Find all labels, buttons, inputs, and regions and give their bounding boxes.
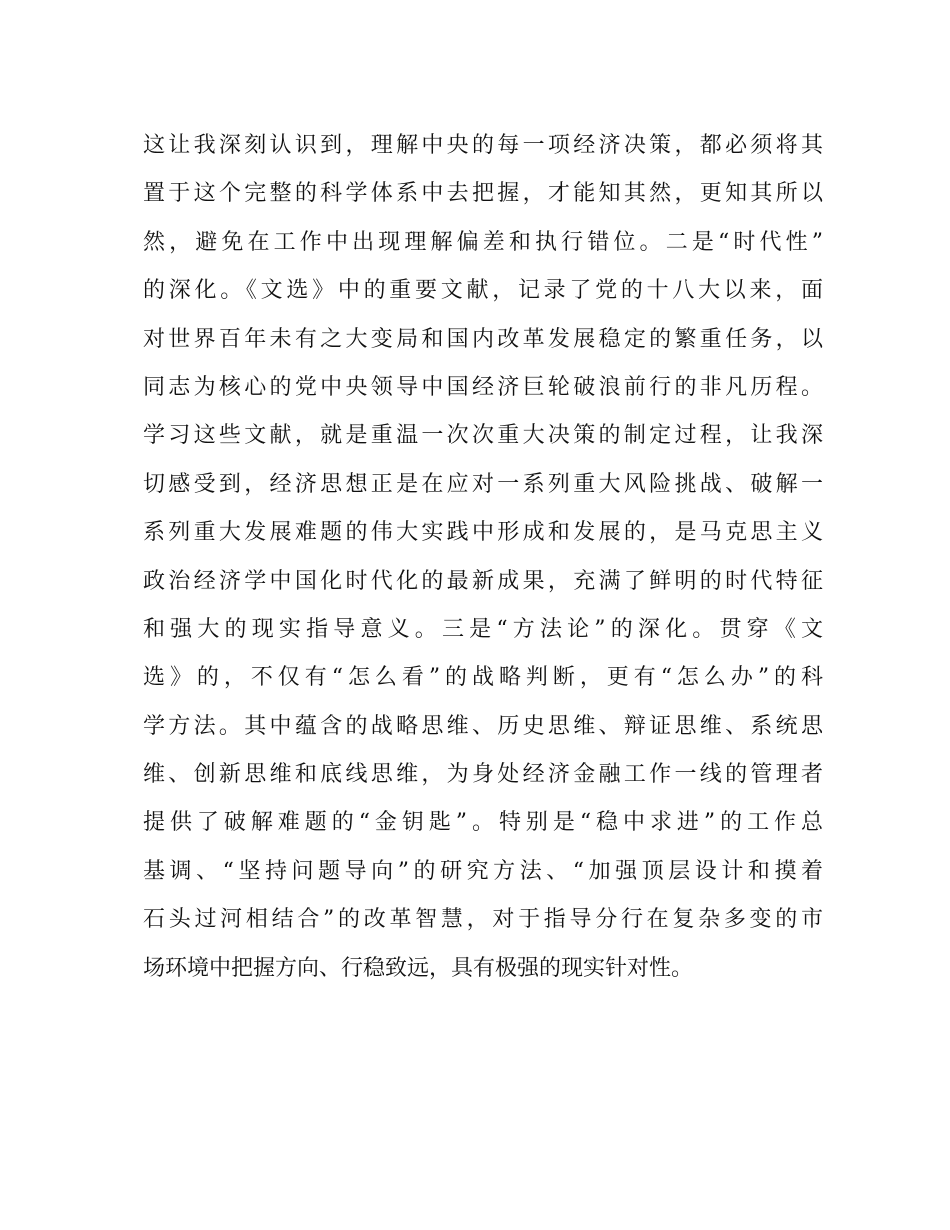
text-line: 选》的，不仅有“怎么看”的战略判断，更有“怎么办”的科 (143, 665, 823, 691)
text-line: 对世界百年未有之大变局和国内改革发展稳定的繁重任务，以 (143, 326, 823, 352)
text-line: 同志为核心的党中央领导中国经济巨轮破浪前行的非凡历程。 (143, 374, 823, 400)
text-line: 切感受到，经济思想正是在应对一系列重大风险挑战、破解一 (143, 471, 823, 497)
text-line: 学方法。其中蕴含的战略思维、历史思维、辩证思维、系统思 (143, 713, 823, 739)
text-line: 政治经济学中国化时代化的最新成果，充满了鲜明的时代特征 (143, 568, 823, 594)
text-line: 置于这个完整的科学体系中去把握，才能知其然，更知其所以 (143, 181, 823, 207)
text-line: 的深化。《文选》中的重要文献，记录了党的十八大以来，面 (143, 278, 823, 304)
text-line: 石头过河相结合”的改革智慧，对于指导分行在复杂多变的市 (143, 907, 823, 933)
text-line: 基调、“坚持问题导向”的研究方法、“加强顶层设计和摸着 (143, 858, 823, 884)
body-paragraph (143, 122, 823, 993)
text-line: 场环境中把握方向、行稳致远，具有极强的现实针对性。 (143, 955, 694, 981)
text-line: 和强大的现实指导意义。三是“方法论”的深化。贯穿《文 (143, 616, 823, 642)
text-line: 提供了破解难题的“金钥匙”。特别是“稳中求进”的工作总 (143, 810, 823, 836)
text-line: 然，避免在工作中出现理解偏差和执行错位。二是“时代性” (143, 229, 823, 255)
text-line: 这让我深刻认识到，理解中央的每一项经济决策，都必须将其 (143, 133, 823, 158)
text-line: 学习这些文献，就是重温一次次重大决策的制定过程，让我深 (143, 423, 823, 449)
text-line: 维、创新思维和底线思维，为身处经济金融工作一线的管理者 (143, 762, 823, 788)
text-line: 系列重大发展难题的伟大实践中形成和发展的，是马克思主义 (143, 520, 823, 546)
